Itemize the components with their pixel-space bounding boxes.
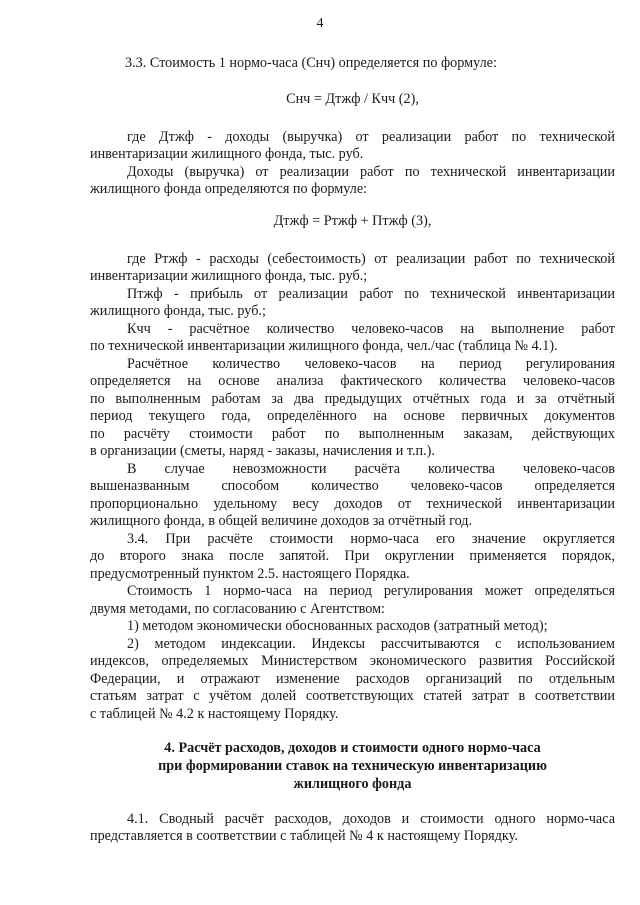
text-line: определяется на основе анализа фактического количества человеко-часов	[90, 373, 615, 389]
text-line: Птжф - прибыль от реализации работ по технической инвентаризации	[127, 286, 615, 302]
text-line: вышеназванным способом количество человеко-часов определяется	[90, 478, 615, 494]
text-line: период текущего года, определённого на основе первичных документов	[90, 408, 615, 424]
text-line: по выполненным работам за два предыдущих отчётных года и за отчётный	[90, 391, 615, 407]
text-line: инвентаризации жилищного фонда, тыс. руб.	[90, 146, 364, 162]
paragraph-3-3-line-1: 3.3. Стоимость 1 нормо-часа (Снч) определяется по формуле:	[125, 55, 497, 71]
paragraph-3-4-line-1: 3.4. При расчёте стоимости нормо-часа его значение округляется	[127, 531, 615, 547]
text-line: с таблицей № 4.2 к настоящему Порядку.	[90, 706, 339, 722]
text-line: Доходы (выручка) от реализации работ по технической инвентаризации	[127, 164, 615, 180]
page-number: 4	[316, 16, 324, 31]
text-line: по технической инвентаризации жилищного фонда, чел./час (таблица № 4.1).	[90, 338, 558, 354]
text-line: жилищного фонда, в общей величине доходов за отчётный год.	[90, 513, 473, 529]
section-4-heading-line-3: жилищного фонда	[293, 776, 412, 792]
formula-2: Снч = Дтжф / Кчч (2),	[286, 91, 419, 107]
text-line: по расчёту стоимости работ по выполненным заказам, действующих	[90, 426, 615, 442]
text-line: жилищного фонда определяются по формуле:	[90, 181, 368, 197]
text-line: где Ртжф - расходы (себестоимость) от реализации работ по технической	[127, 251, 615, 267]
text-line: представляется в соответствии с таблицей № 4 к настоящему Порядку.	[90, 828, 518, 844]
text-line: жилищного фонда, тыс. руб.;	[90, 303, 266, 319]
text-line: индексов, определяемых Министерством экономического развития Российской	[90, 653, 615, 669]
section-4-heading-line-2: при формировании ставок на техническую инвентаризацию	[158, 758, 547, 774]
text-line: в организации (сметы, наряд - заказы, начисления и т.п.).	[90, 443, 435, 459]
text-line: где Дтжф - доходы (выручка) от реализации работ по технической	[127, 129, 615, 145]
text-line: до второго знака после запятой. При округлении применяется порядок,	[90, 548, 615, 564]
text-line: В случае невозможности расчёта количества человеко-часов	[127, 461, 615, 477]
text-line: Расчётное количество человеко-часов на период регулирования	[127, 356, 615, 372]
text-line: Стоимость 1 нормо-часа на период регулирования может определяться	[127, 583, 615, 599]
text-line: предусмотренный пунктом 2.5. настоящего Порядка.	[90, 566, 410, 582]
text-line: Кчч - расчётное количество человеко-часов на выполнение работ	[127, 321, 615, 337]
text-line: двумя методами, по согласованию с Агентством:	[90, 601, 385, 617]
method-2: 2) методом индексации. Индексы рассчитываются с использованием	[127, 636, 615, 652]
text-line: статьям затрат с учётом долей соответствующих статей затрат в соответствии	[90, 688, 615, 704]
section-4-heading-line-1: 4. Расчёт расходов, доходов и стоимости одного нормо-часа	[164, 740, 541, 756]
formula-3: Дтжф = Ртжф + Птжф (3),	[273, 213, 432, 229]
paragraph-4-1-line-1: 4.1. Сводный расчёт расходов, доходов и стоимости одного нормо-часа	[127, 811, 615, 827]
method-1: 1) методом экономически обоснованных расходов (затратный метод);	[127, 618, 548, 634]
text-line: пропорционально удельному весу доходов от технической инвентаризации	[90, 496, 615, 512]
text-line: инвентаризации жилищного фонда, тыс. руб.;	[90, 268, 368, 284]
text-line: Федерации, и отражают изменение расходов организаций по отдельным	[90, 671, 615, 687]
